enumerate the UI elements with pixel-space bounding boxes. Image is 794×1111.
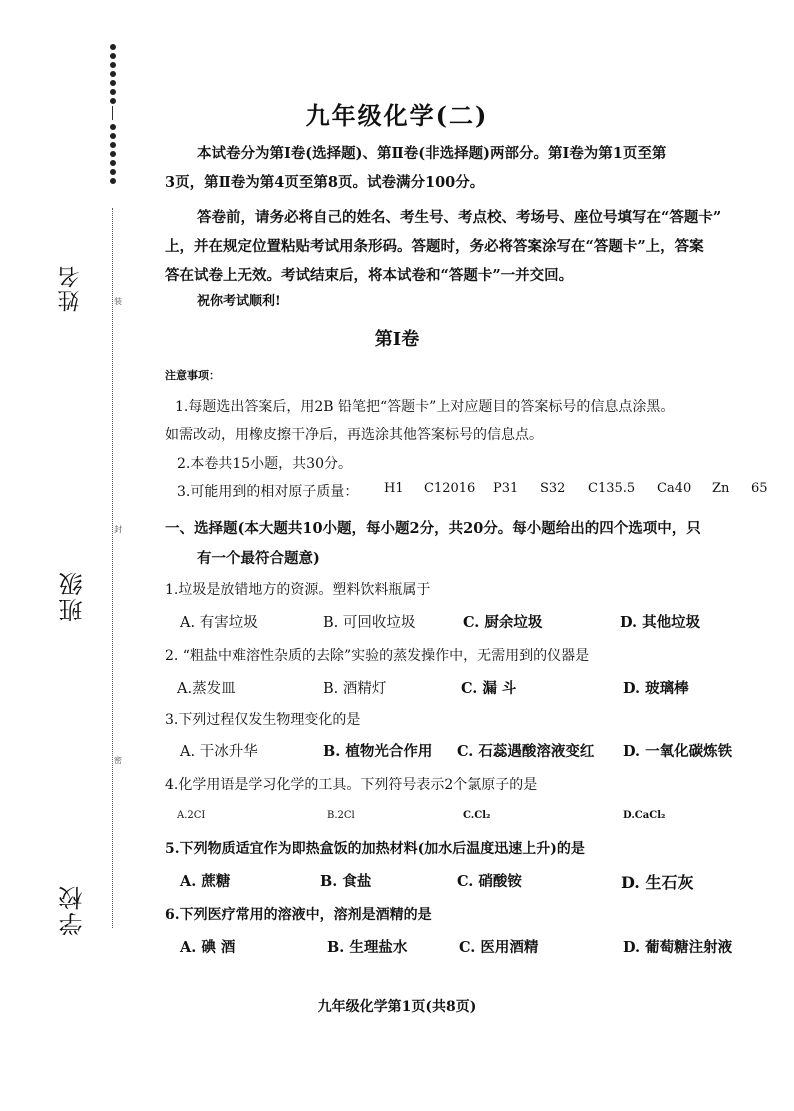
intro-line-2: 3页，第Ⅱ卷为第4页至第8页。试卷满分100分。 xyxy=(165,174,485,191)
q5-option-d: D. 生石灰 xyxy=(621,873,694,892)
q5-option-b: B. 食盐 xyxy=(320,873,372,890)
atomic-p: P31 xyxy=(493,481,519,496)
q2-option-d: D. 玻璃棒 xyxy=(623,680,689,697)
intro-line-5: 答在试卷上无效。考试结束后，将本试卷和“答题卡”一并交回。 xyxy=(165,267,574,284)
q4-option-b: B.2Cl xyxy=(327,810,355,821)
atomic-zn-value: 65 xyxy=(751,481,768,496)
atomic-c-o: C12016 xyxy=(424,481,476,496)
q4-option-d: D.CaCl₂ xyxy=(623,810,666,821)
question-1-stem: 1.垃圾是放错地方的资源。塑料饮料瓶属于 xyxy=(165,582,431,598)
q2-option-b: B. 酒精灯 xyxy=(323,681,387,697)
question-3-options xyxy=(165,740,775,766)
atomic-mass-list xyxy=(0,481,794,501)
name-label: 姓名 xyxy=(58,264,83,312)
intro-line-3: 答卷前，请务必将自己的姓名、考生号、考点校、考场号、座位号填写在“答题卡” xyxy=(197,209,722,226)
q1-option-b: B. 可回收垃圾 xyxy=(323,615,416,631)
q2-option-a: A.蒸发皿 xyxy=(177,681,236,697)
question-4-options xyxy=(165,810,775,836)
q4-option-a: A.2CI xyxy=(177,810,206,821)
q1-option-d: D. 其他垃圾 xyxy=(620,614,701,631)
question-6-stem: 6.下列医疗常用的溶液中，溶剂是酒精的是 xyxy=(165,907,432,923)
section-title: 第I卷 xyxy=(374,329,420,350)
question-6-options xyxy=(165,936,775,962)
q2-option-c: C. 漏 斗 xyxy=(461,680,517,697)
question-3-stem: 3.下列过程仅发生物理变化的是 xyxy=(165,712,361,728)
question-1-options xyxy=(165,611,775,637)
page-footer: 九年级化学第1页(共8页) xyxy=(317,999,477,1015)
notes-heading: 注意事项： xyxy=(165,369,220,382)
class-label: 班级 xyxy=(59,570,87,622)
atomic-s: S32 xyxy=(540,481,566,496)
atomic-h: H1 xyxy=(384,481,404,496)
atomic-cl: C135.5 xyxy=(588,481,636,496)
question-2-options xyxy=(165,677,775,703)
q6-option-c: C. 医用酒精 xyxy=(459,939,539,956)
atomic-ca: Ca40 xyxy=(657,481,692,496)
question-4-stem: 4.化学用语是学习化学的工具。下列符号表示2个氯原子的是 xyxy=(165,777,538,793)
q1-option-a: A. 有害垃圾 xyxy=(180,615,258,631)
q1-option-c: C. 厨余垃圾 xyxy=(463,614,543,631)
margin-mark-3: 密 xyxy=(114,756,122,765)
exam-title: 九年级化学(二) xyxy=(305,101,489,130)
q5-option-c: C. 硝酸铵 xyxy=(457,873,522,890)
q3-option-b: B. 植物光合作用 xyxy=(323,743,433,760)
note-3-prefix: 3.可能用到的相对原子质量： xyxy=(177,484,359,500)
question-2-stem: 2. “粗盐中难溶性杂质的去除”实验的蒸发操作中，无需用到的仪器是 xyxy=(165,648,590,664)
question-5-options xyxy=(165,870,775,896)
q6-option-a: A. 碘 酒 xyxy=(180,939,236,956)
intro-wish: 祝你考试顺利! xyxy=(197,294,281,309)
intro-line-1: 本试卷分为第I卷(选择题)、第Ⅱ卷(非选择题)两部分。第I卷为第1页至第 xyxy=(197,145,667,162)
part1-heading-line-2: 有一个最符合题意) xyxy=(197,550,320,567)
note-1-line-1: 1.每题选出答案后，用2B 铅笔把“答题卡”上对应题目的答案标号的信息点涂黑。 xyxy=(175,399,675,415)
q3-option-d: D. 一氧化碳炼铁 xyxy=(623,743,733,760)
intro-line-4: 上，并在规定位置粘贴考试用条形码。答题时，务必将答案涂写在“答题卡”上，答案 xyxy=(165,238,704,255)
q6-option-b: B. 生理盐水 xyxy=(327,939,408,956)
atomic-zn: Zn xyxy=(712,481,730,496)
note-2: 2.本卷共15小题，共30分。 xyxy=(177,456,352,472)
margin-mark-2: 封 xyxy=(114,525,122,534)
q3-option-a: A. 干冰升华 xyxy=(180,744,258,760)
question-5-stem: 5.下列物质适宜作为即热盒饭的加热材料(加水后温度迅速上升)的是 xyxy=(165,841,585,857)
q6-option-d: D. 葡萄糖注射液 xyxy=(623,939,733,956)
q5-option-a: A. 蔗糖 xyxy=(180,873,231,890)
margin-mark-1: 装 xyxy=(114,297,122,306)
note-1-line-2: 如需改动，用橡皮擦干净后，再选涂其他答案标号的信息点。 xyxy=(165,427,543,443)
q4-option-c: C.Cl₂ xyxy=(463,810,491,821)
binding-dots-bottom xyxy=(108,124,118,187)
dotted-cut-line xyxy=(112,208,121,928)
part1-heading-line-1: 一、选择题(本大题共10小题，每小题2分，共20分。每小题给出的四个选项中，只 xyxy=(165,520,701,537)
q3-option-c: C. 石蕊遇酸溶液变红 xyxy=(457,743,595,760)
school-label: 学校 xyxy=(59,884,87,936)
